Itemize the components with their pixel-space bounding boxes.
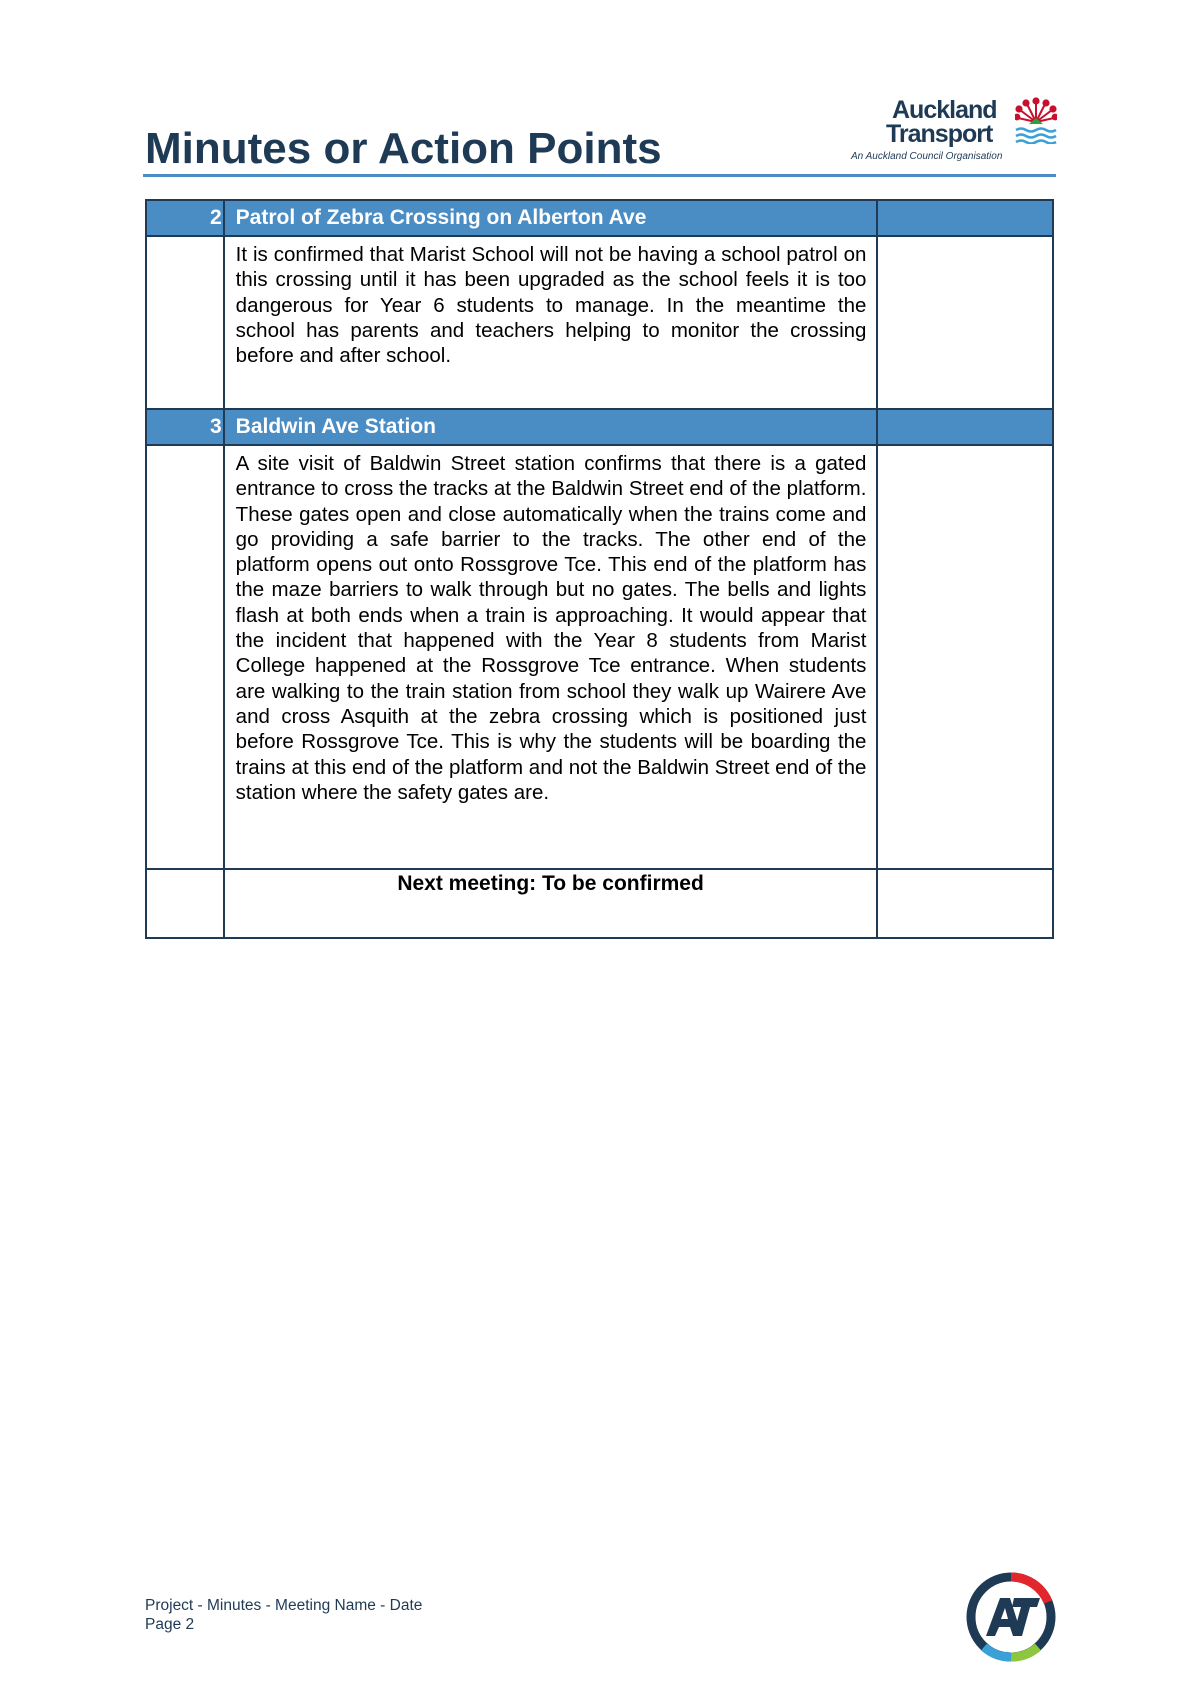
next-meeting-text: Next meeting: To be confirmed bbox=[397, 872, 704, 895]
action-cell bbox=[877, 869, 1053, 938]
item-content-row bbox=[146, 445, 1053, 869]
item-number: 3 bbox=[146, 409, 224, 445]
next-meeting-cell bbox=[224, 869, 878, 938]
item-body-cell bbox=[224, 236, 878, 409]
next-meeting-row bbox=[146, 869, 1053, 938]
minutes-table bbox=[145, 199, 1054, 939]
auckland-transport-logo bbox=[848, 96, 1058, 166]
action-cell bbox=[877, 200, 1053, 236]
item-heading: Patrol of Zebra Crossing on Alberton Ave bbox=[224, 200, 878, 236]
logo-line1: Auckland bbox=[892, 96, 997, 124]
page-title: Minutes or Action Points bbox=[145, 124, 662, 173]
item-heading-row bbox=[146, 409, 1053, 445]
footer-page-number: Page 2 bbox=[145, 1616, 195, 1633]
number-cell bbox=[146, 236, 224, 409]
number-cell bbox=[146, 869, 224, 938]
item-content-row bbox=[146, 236, 1053, 409]
action-cell bbox=[877, 236, 1053, 409]
item-body-text: A site visit of Baldwin Street station confirms that there is a gated entrance to cross the tracks at the Baldwin Street end of the platform. These gates open and close automatically when the trains come and go providing a safe barrier to the tracks. The other end of the platform opens out onto Rossgrove Tce. This end of the platform has the maze barriers to walk through but no gates. The bells and lights flash at both ends when a train is approaching. It would appear that the incident that happened with the Year 8 students from Marist College happened at the Rossgrove Tce entrance. When students are walking to the train station from school they walk up Wairere Ave and cross Asquith at the zebra crossing which is positioned just before Rossgrove Tce. This is why the students will be boarding the trains at this end of the platform and not the Baldwin Street end of the station where the safety gates are. bbox=[235, 452, 867, 804]
number-cell bbox=[146, 445, 224, 869]
page-footer bbox=[145, 1596, 422, 1634]
item-number: 2 bbox=[146, 200, 224, 236]
item-heading: Baldwin Ave Station bbox=[224, 409, 878, 445]
logo-line2: Transport bbox=[886, 120, 993, 148]
action-cell bbox=[877, 409, 1053, 445]
pohutukawa-flower-icon bbox=[1015, 96, 1057, 144]
logo-tagline: An Auckland Council Organisation bbox=[851, 151, 1003, 162]
item-heading-row bbox=[146, 200, 1053, 236]
item-body-text: It is confirmed that Marist School will not be having a school patrol on this crossing until it has been upgraded as the school feels it is too dangerous for Year 6 students to manage. In the meantime the school has parents and teachers helping to monitor the crossing before and after school. bbox=[235, 243, 867, 368]
item-body-cell bbox=[224, 445, 878, 869]
title-divider bbox=[143, 174, 1056, 177]
footer-document-info: Project - Minutes - Meeting Name - Date bbox=[145, 1597, 423, 1614]
at-logo-icon bbox=[964, 1570, 1058, 1664]
action-cell bbox=[877, 445, 1053, 869]
